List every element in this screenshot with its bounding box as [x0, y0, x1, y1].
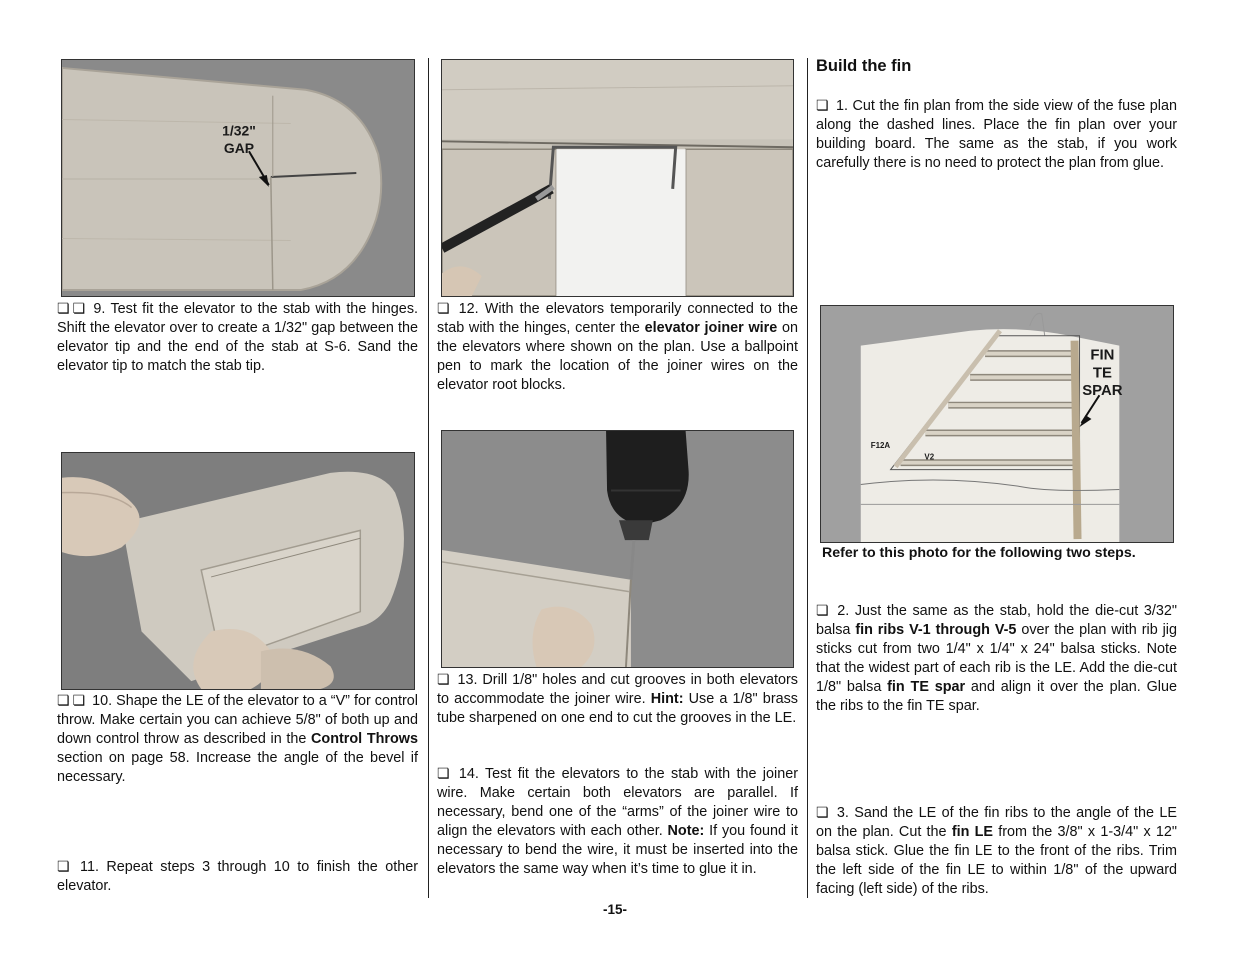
- step-10-bold: Control Throws: [311, 730, 418, 747]
- column-divider-left: [428, 58, 429, 898]
- page-number: -15-: [603, 902, 628, 917]
- step-10-text-b: section on page 58. Increase the angle of the bevel if necessary.: [57, 749, 418, 785]
- checkbox-icon[interactable]: ❏: [816, 804, 829, 820]
- fin-step-1: [816, 96, 1177, 173]
- tag-f12a: F12A: [870, 440, 891, 450]
- checkbox-icon[interactable]: ❏: [437, 300, 450, 316]
- step-9: [57, 299, 418, 376]
- checkbox-icon[interactable]: ❏: [72, 300, 86, 316]
- step-11-text: 11. Repeat steps 3 through 10 to finish the other elevator.: [57, 859, 418, 894]
- tag-v2: V2: [924, 452, 935, 462]
- fin-photo-caption: Refer to this photo for the following two steps.: [822, 545, 1136, 561]
- fin-step-2-text-a: 2. Just the same as the stab, hold the die-cut 3/32" balsa: [816, 603, 1178, 638]
- step-12: [437, 299, 798, 395]
- checkbox-icon[interactable]: ❏: [816, 97, 829, 113]
- column-divider-right: [807, 58, 808, 898]
- fin-step-3-bold: fin LE: [951, 823, 994, 840]
- checkbox-icon[interactable]: ❏: [437, 671, 450, 687]
- checkbox-icon[interactable]: ❏: [72, 692, 86, 708]
- fin-step-3: [816, 803, 1177, 899]
- fin-step-3-text-b: from the 3/8" x 1-3/4" x 12" balsa stick. Glue the fin LE to the front of the ribs. Trim the left side of the fin LE to within 1/8" of the upward facing (left side) of the ribs.: [816, 823, 1178, 897]
- photo-fin-te-spar: [820, 305, 1174, 543]
- step-13-text-b: Use a 1/8" brass tube sharpened on one end to cut the grooves in the LE.: [437, 690, 799, 726]
- fin-step-2-bold-a: fin ribs V-1 through V-5: [855, 621, 1017, 638]
- fin-step-2-text-b: over the plan with rib jig sticks cut from two 1/4" x 1/4" x 24" balsa sticks. Note that the widest part of each rib is the LE. Add the die-cut 1/8" balsa: [816, 621, 1177, 695]
- fin-label-line1: FIN: [1090, 347, 1115, 364]
- step-14-text-b: If you found it necessary to bend the wire, it must be inserted into the elevators the same way when it’s time to glue it in.: [437, 822, 798, 877]
- step-12-text-b: on the elevators where shown on the plan. Use a ballpoint pen to mark the location of the joiner wires on the elevator root blocks.: [437, 319, 798, 393]
- checkbox-icon[interactable]: ❏: [816, 602, 829, 618]
- step-13-text-a: 13. Drill 1/8" holes and cut grooves in both elevators to accommodate the joiner wire.: [437, 672, 798, 707]
- checkbox-icon[interactable]: ❏: [57, 300, 70, 316]
- step-14-text-a: 14. Test fit the elevators to the stab with the joiner wire. Make certain both elevators are parallel. If necessary, bend one of the “arms” of the joiner wire to align the elevators with each other.: [437, 766, 798, 839]
- step-14-bold: Note:: [667, 822, 705, 839]
- checkbox-icon[interactable]: ❏: [437, 765, 450, 781]
- checkbox-icon[interactable]: ❏: [57, 692, 70, 708]
- step-13-bold: Hint:: [650, 690, 684, 707]
- photo-shape-elevator-le: [61, 452, 415, 690]
- fin-step-2-bold-b: fin TE spar: [887, 678, 966, 695]
- photo-drilling: [441, 430, 794, 668]
- photo-joiner-wire: [441, 59, 794, 297]
- step-10: [57, 691, 418, 787]
- fin-label-line2: TE: [1092, 365, 1112, 382]
- fin-step-2: [816, 601, 1177, 715]
- fin-label-line3: SPAR: [1082, 383, 1123, 400]
- step-11: [57, 857, 418, 896]
- gap-label-line1: 1/32": [222, 122, 256, 139]
- step-14: [437, 764, 798, 878]
- fin-step-3-text-a: 3. Sand the LE of the fin ribs to the angle of the LE on the plan. Cut the: [816, 805, 1177, 840]
- fin-step-2-text-c: and align it over the plan. Glue the ribs to the fin TE spar.: [816, 678, 1177, 714]
- step-12-text-a: 12. With the elevators temporarily connected to the stab with the hinges, center the: [437, 301, 799, 336]
- step-13: [437, 670, 798, 728]
- step-10-text-a: 10. Shape the LE of the elevator to a “V” for control throw. Make certain you can achieve 5/8" of both up and down control throw as described in the: [57, 693, 418, 747]
- photo-elevator-gap: [61, 59, 415, 297]
- checkbox-icon[interactable]: ❏: [57, 858, 70, 874]
- section-heading-build-fin: Build the fin: [816, 57, 912, 75]
- step-12-bold: elevator joiner wire: [644, 319, 778, 336]
- step-9-text: 9. Test fit the elevator to the stab with the hinges. Shift the elevator over to create a 1/32" gap between the elevator tip and the end of the stab at S-6. Sand the elevator tip to match the stab tip.: [57, 301, 419, 374]
- fin-step-1-text: 1. Cut the fin plan from the side view of the fuse plan along the dashed lines. Place the fin plan over your building board. The same as the stab, if you work carefully there is no need to protect the plan from glue.: [816, 98, 1177, 171]
- gap-label-line2: GAP: [223, 140, 255, 157]
